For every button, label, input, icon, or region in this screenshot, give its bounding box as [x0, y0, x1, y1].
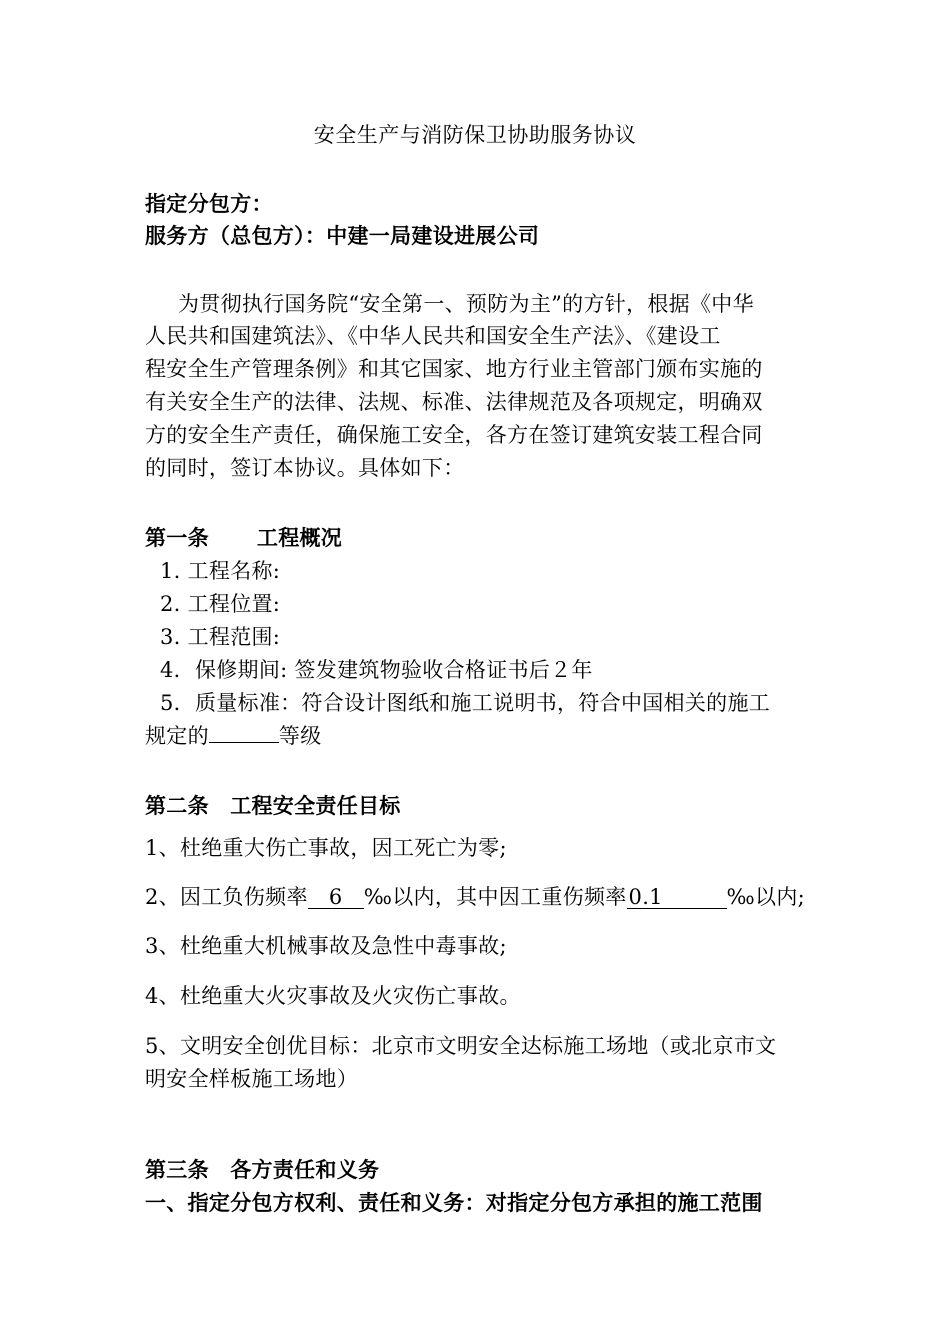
article-3-heading: 第三条 各方责任和义务 — [145, 1157, 380, 1182]
article-2-item-cont: 明安全样板施工场地） — [145, 1067, 358, 1091]
article-1-item-cont: 规定的 等级 — [145, 724, 322, 748]
intro-line: 方的安全生产责任，确保施工安全，各方在签订建筑安装工程合同 — [145, 423, 763, 447]
article-1-item: 3. 工程范围: — [160, 625, 281, 649]
intro-line: 为贯彻执行国务院“安全第一、预防为主”的方针，根据《中华 — [178, 292, 754, 316]
article-3-subheading: 一、指定分包方权利、责任和义务：对指定分包方承担的施工范围 — [145, 1190, 763, 1215]
article-1-item: 4．保修期间: 签发建筑物验收合格证书后２年 — [160, 658, 593, 682]
article-2-item: 1、杜绝重大伤亡事故，因工死亡为零; — [145, 836, 507, 860]
intro-line: 的同时，签订本协议。具体如下： — [145, 456, 465, 480]
quality-level-blank — [209, 742, 279, 743]
intro-line: 人民共和国建筑法》、《中华人民共和国安全生产法》、《建设工 — [145, 324, 721, 348]
article-1-item: 5．质量标准：符合设计图纸和施工说明书，符合中国相关的施工 — [160, 691, 771, 715]
subcontractor-label: 指定分包方： — [145, 191, 273, 216]
intro-line: 有关安全生产的法律、法规、标准、法律规范及各项规定，明确双 — [145, 390, 763, 414]
article-2-item: 5、文明安全创优目标：北京市文明安全达标施工场地（或北京市文 — [145, 1034, 777, 1058]
article-1-heading: 第一条 工程概况 — [145, 525, 343, 550]
article-2-item: 3、杜绝重大机械事故及急性中毒事故; — [145, 934, 507, 958]
article-1-item: 1. 工程名称: — [160, 559, 281, 583]
article-2-item: 2、因工负伤频率 6 ‰以内，其中因工重伤频率0.1 ‰以内; — [145, 885, 805, 909]
serious-injury-rate-value: 0.1 — [627, 886, 727, 909]
page-title: 安全生产与消防保卫协助服务协议 — [313, 123, 637, 147]
injury-rate-value: 6 — [308, 886, 364, 909]
service-party-label: 服务方（总包方）：中建一局建设进展公司 — [145, 223, 540, 248]
intro-line: 程安全生产管理条例》和其它国家、地方行业主管部门颁布实施的 — [145, 357, 763, 381]
article-2-heading: 第二条 工程安全责任目标 — [145, 793, 401, 818]
article-1-item: 2. 工程位置: — [160, 592, 281, 616]
article-2-item: 4、杜绝重大火灾事故及火灾伤亡事故。 — [145, 984, 521, 1008]
